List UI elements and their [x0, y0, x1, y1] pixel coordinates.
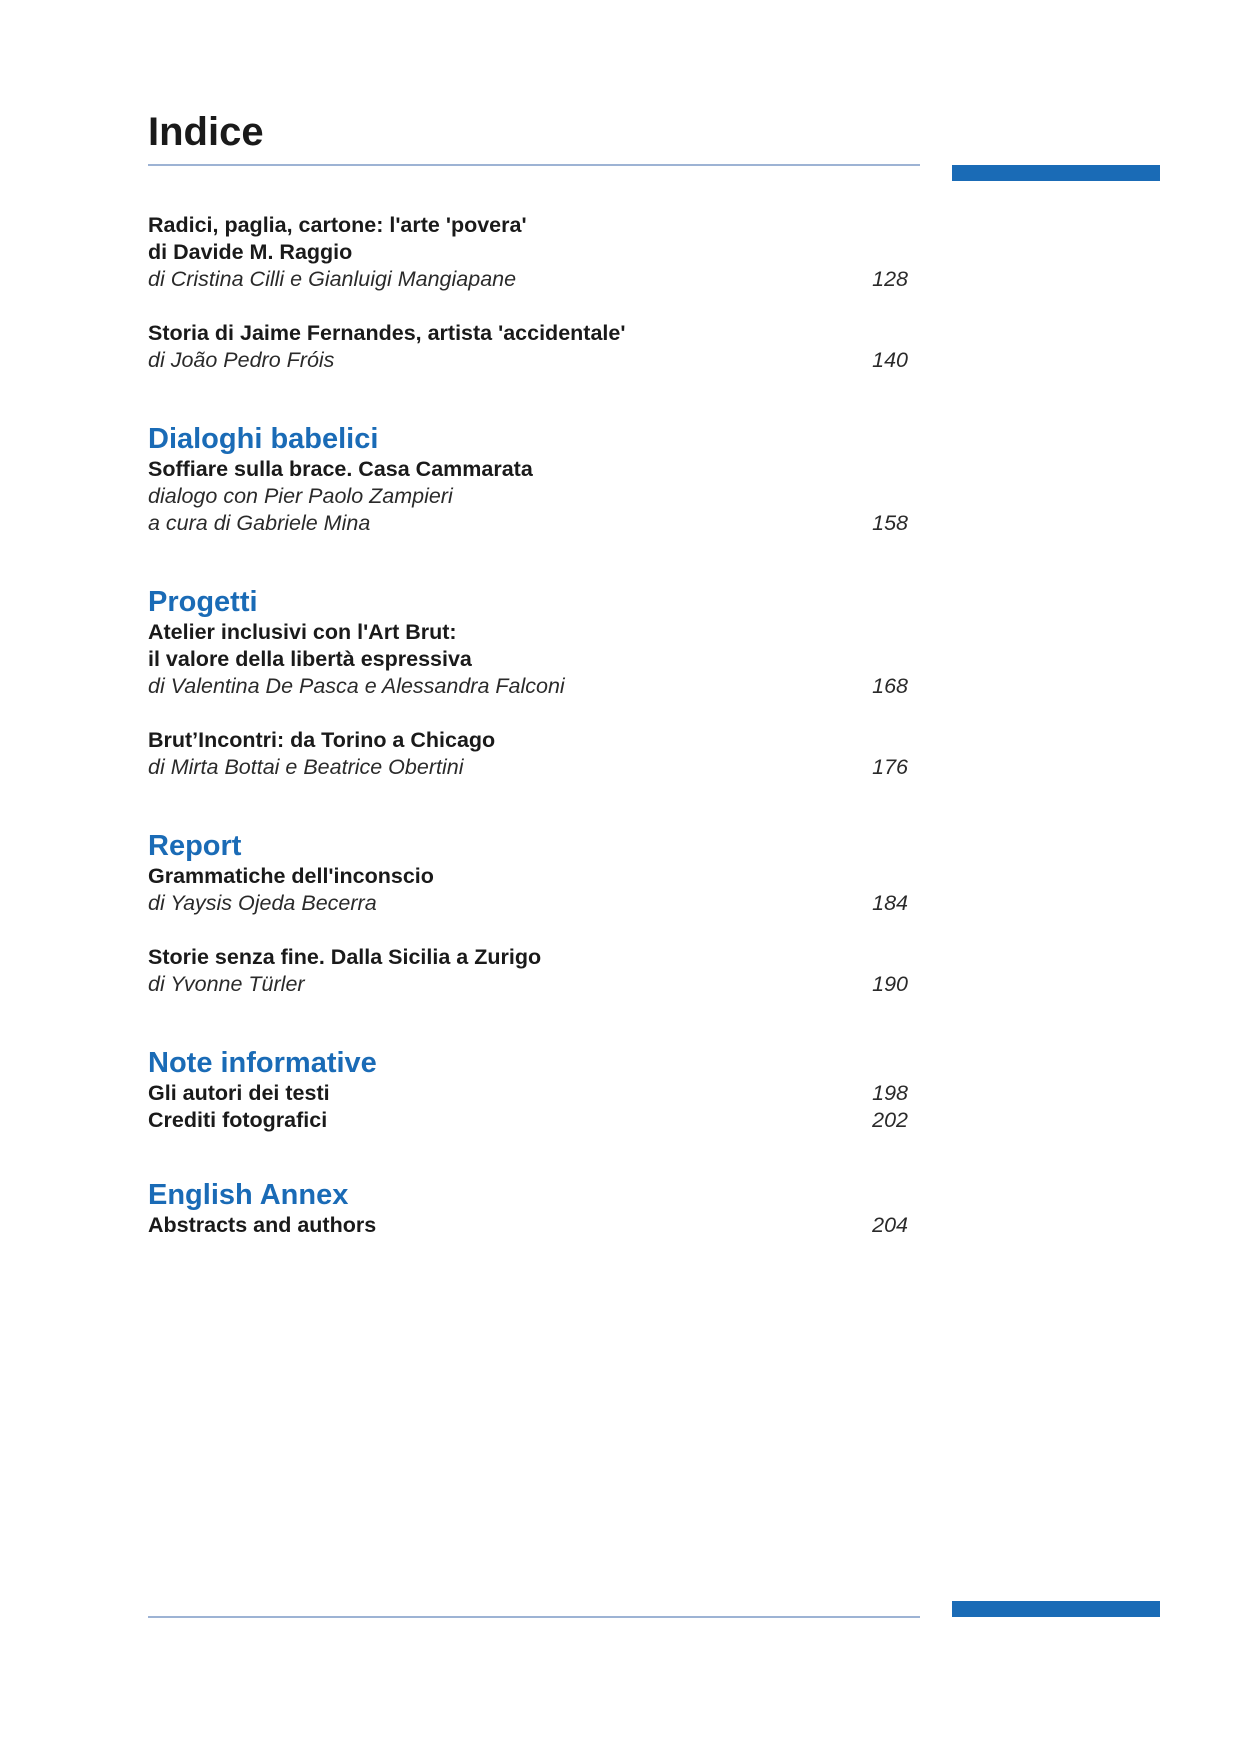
entry-author: di João Pedro Fróis — [148, 348, 335, 372]
entry-author: dialogo con Pier Paolo Zampieri — [148, 484, 453, 508]
page-number: 202 — [872, 1108, 908, 1132]
page-title: Indice — [148, 110, 264, 154]
section-heading: Dialoghi babelici — [148, 423, 379, 455]
header-rule — [148, 164, 920, 166]
entry-title: Atelier inclusivi con l'Art Brut: — [148, 620, 457, 644]
entry-title: Grammatiche dell'inconscio — [148, 864, 434, 888]
toc-entry[interactable] — [148, 456, 908, 537]
section-heading: English Annex — [148, 1179, 349, 1211]
section-dialoghi-babelici — [148, 422, 908, 537]
entry-title: di Davide M. Raggio — [148, 240, 353, 264]
entry-author: a cura di Gabriele Mina — [148, 511, 371, 535]
toc-entry[interactable] — [148, 863, 908, 917]
page-number: 158 — [872, 511, 908, 535]
entry-author: di Cristina Cilli e Gianluigi Mangiapane — [148, 267, 517, 291]
section-progetti — [148, 585, 908, 781]
section-note-informative — [148, 1046, 908, 1134]
page-number: 190 — [872, 972, 908, 996]
entry-title: Gli autori dei testi — [148, 1081, 330, 1105]
entry-title: Brut’Incontri: da Torino a Chicago — [148, 728, 496, 752]
entry-author: di Yaysis Ojeda Becerra — [148, 891, 377, 915]
toc-entry[interactable] — [148, 944, 908, 998]
entry-title: Abstracts and authors — [148, 1213, 377, 1237]
page-number: 140 — [872, 348, 908, 372]
entry-author: di Mirta Bottai e Beatrice Obertini — [148, 755, 464, 779]
entry-author: di Valentina De Pasca e Alessandra Falconi — [148, 674, 565, 698]
toc-entry[interactable] — [148, 1080, 908, 1107]
footer-rule — [148, 1616, 920, 1618]
toc-entry[interactable] — [148, 619, 908, 700]
header-accent-bar — [952, 165, 1160, 181]
page-number: 204 — [872, 1213, 908, 1237]
entry-title: il valore della libertà espressiva — [148, 647, 472, 671]
toc-entry[interactable] — [148, 727, 908, 781]
toc-entry[interactable] — [148, 1107, 908, 1134]
toc-entry[interactable] — [148, 320, 908, 374]
page-number: 176 — [872, 755, 908, 779]
page-number: 184 — [872, 891, 908, 915]
section-heading: Report — [148, 830, 242, 862]
entry-title: Soffiare sulla brace. Casa Cammarata — [148, 457, 533, 481]
section-heading: Progetti — [148, 586, 258, 618]
entry-author: di Yvonne Türler — [148, 972, 305, 996]
footer-accent-bar — [952, 1601, 1160, 1617]
toc-entry[interactable] — [148, 212, 908, 293]
page-number: 168 — [872, 674, 908, 698]
page-number: 198 — [872, 1081, 908, 1105]
section-english-annex — [148, 1178, 908, 1239]
section-heading: Note informative — [148, 1047, 377, 1079]
entry-title: Storie senza fine. Dalla Sicilia a Zurigo — [148, 945, 542, 969]
section-report — [148, 829, 908, 998]
table-of-contents — [148, 212, 908, 1239]
entry-title: Crediti fotografici — [148, 1108, 328, 1132]
toc-entry[interactable] — [148, 1212, 908, 1239]
entry-title: Radici, paglia, cartone: l'arte 'povera' — [148, 213, 527, 237]
entry-title: Storia di Jaime Fernandes, artista 'accidentale' — [148, 321, 626, 345]
page-number: 128 — [872, 267, 908, 291]
